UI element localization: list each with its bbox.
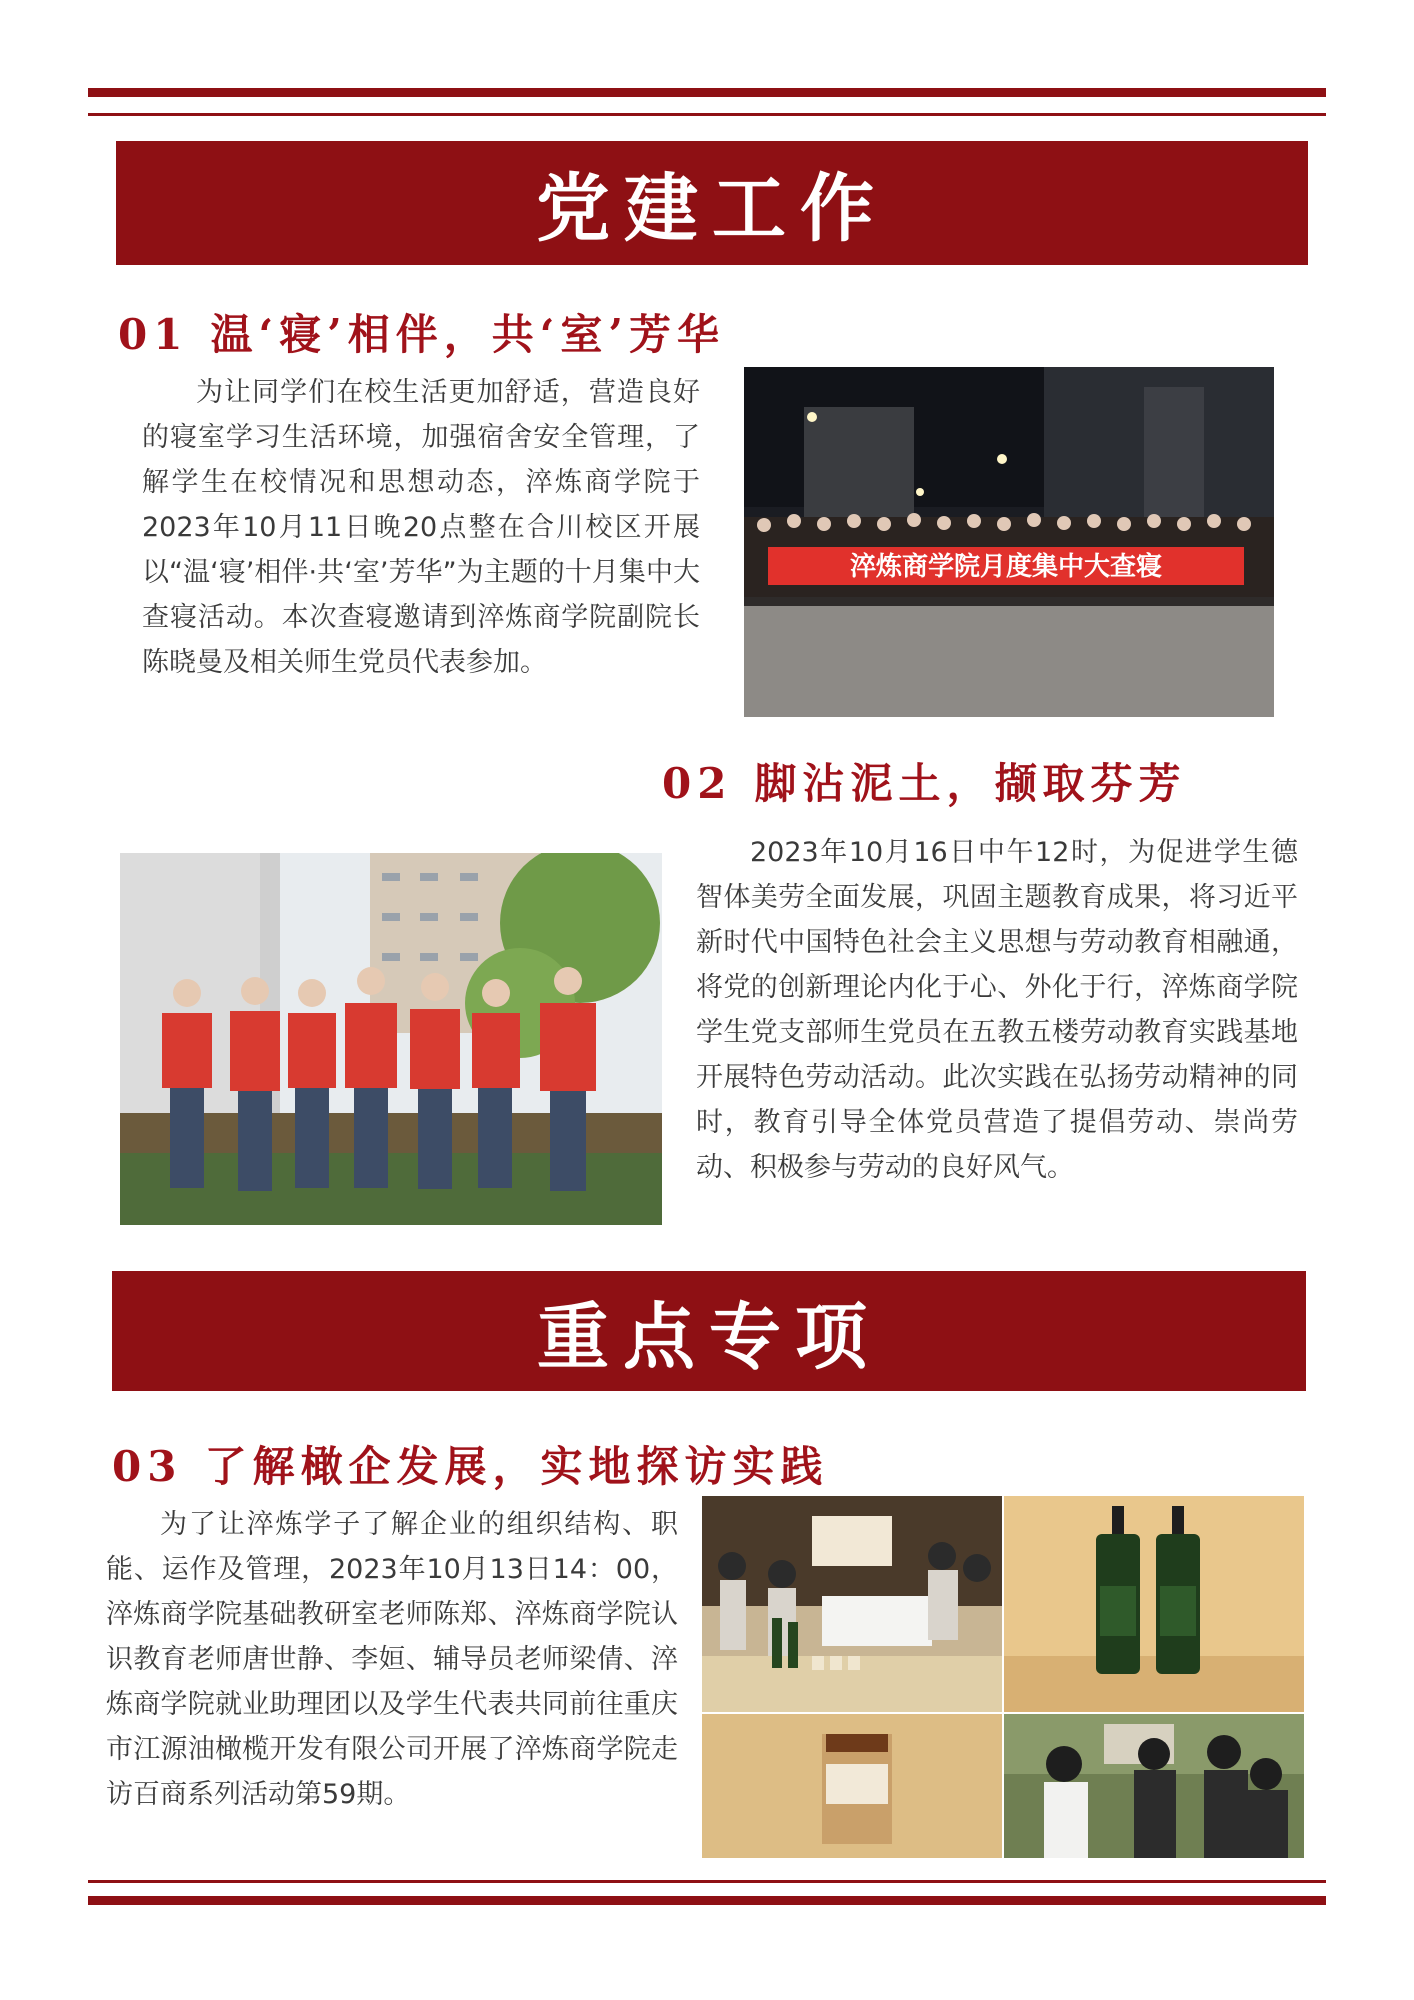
photo-dorm-inspection: [744, 367, 1274, 717]
top-rule-thin: [88, 113, 1326, 116]
article-text: 为让同学们在校生活更加舒适，营造良好的寝室学习生活环境，加强宿舍安全管理，了解学生在校情况和思想动态，淬炼商学院于2023年10月11日晚20点整在合川校区开展以“温‘寝’相伴·共‘室’芳华”为主题的十月集中大查寝活动。本次查寝邀请到淬炼商学院副院长陈晓曼及相关师生党员代表参加。: [142, 377, 700, 678]
photo-company-visit-hall: [702, 1496, 1002, 1712]
bottom-rule-thin: [88, 1880, 1326, 1883]
article-text: 为了让淬炼学子了解企业的组织结构、职能、运作及管理，2023年10月13日14：00，淬炼商学院基础教研室老师陈郑、淬炼商学院认识教育老师唐世静、李姮、辅导员老师梁倩、淬炼商学院就业助理团以及学生代表共同前往重庆市江源油橄榄开发有限公司开展了淬炼商学院走访百商系列活动第59期。: [106, 1509, 678, 1810]
article-body-02: [696, 830, 1298, 1190]
section-banner-focus: [112, 1271, 1306, 1391]
article-number: 03: [112, 1442, 183, 1491]
section-title: 重点专项: [536, 1295, 881, 1379]
photo-olive-product-jar: [702, 1714, 1002, 1858]
article-body-01: [142, 370, 700, 685]
top-rule-thick: [88, 88, 1326, 97]
section-title: 党建工作: [536, 166, 888, 252]
article-title: 了解橄企发展，实地探访实践: [204, 1442, 829, 1491]
article-heading-01: [118, 302, 725, 362]
bottom-rule-thick: [88, 1896, 1326, 1905]
article-title: 脚沾泥土，撷取芬芳: [754, 759, 1187, 808]
section-banner-party: [116, 141, 1308, 265]
photo-banner-text: 淬炼商学院月度集中大查寝: [849, 552, 1163, 582]
photo-olive-oil-bottles: [1004, 1496, 1304, 1712]
article-number: 01: [118, 310, 189, 359]
article-title: 温‘寝’相伴，共‘室’芳华: [210, 310, 725, 359]
photo-students-tasting: [1004, 1714, 1304, 1858]
article-number: 02: [662, 759, 733, 808]
photo-labor-practice: [120, 853, 662, 1225]
article-heading-03: [112, 1434, 828, 1494]
article-heading-02: [662, 751, 1186, 811]
article-body-03: [106, 1502, 678, 1817]
article-text: 2023年10月16日中午12时，为促进学生德智体美劳全面发展，巩固主题教育成果，将习近平新时代中国特色社会主义思想与劳动教育相融通，将党的创新理论内化于心、外化于行，淬炼商学院学生党支部师生党员在五教五楼劳动教育实践基地开展特色劳动活动。此次实践在弘扬劳动精神的同时，教育引导全体党员营造了提倡劳动、崇尚劳动、积极参与劳动的良好风气。: [696, 837, 1298, 1183]
